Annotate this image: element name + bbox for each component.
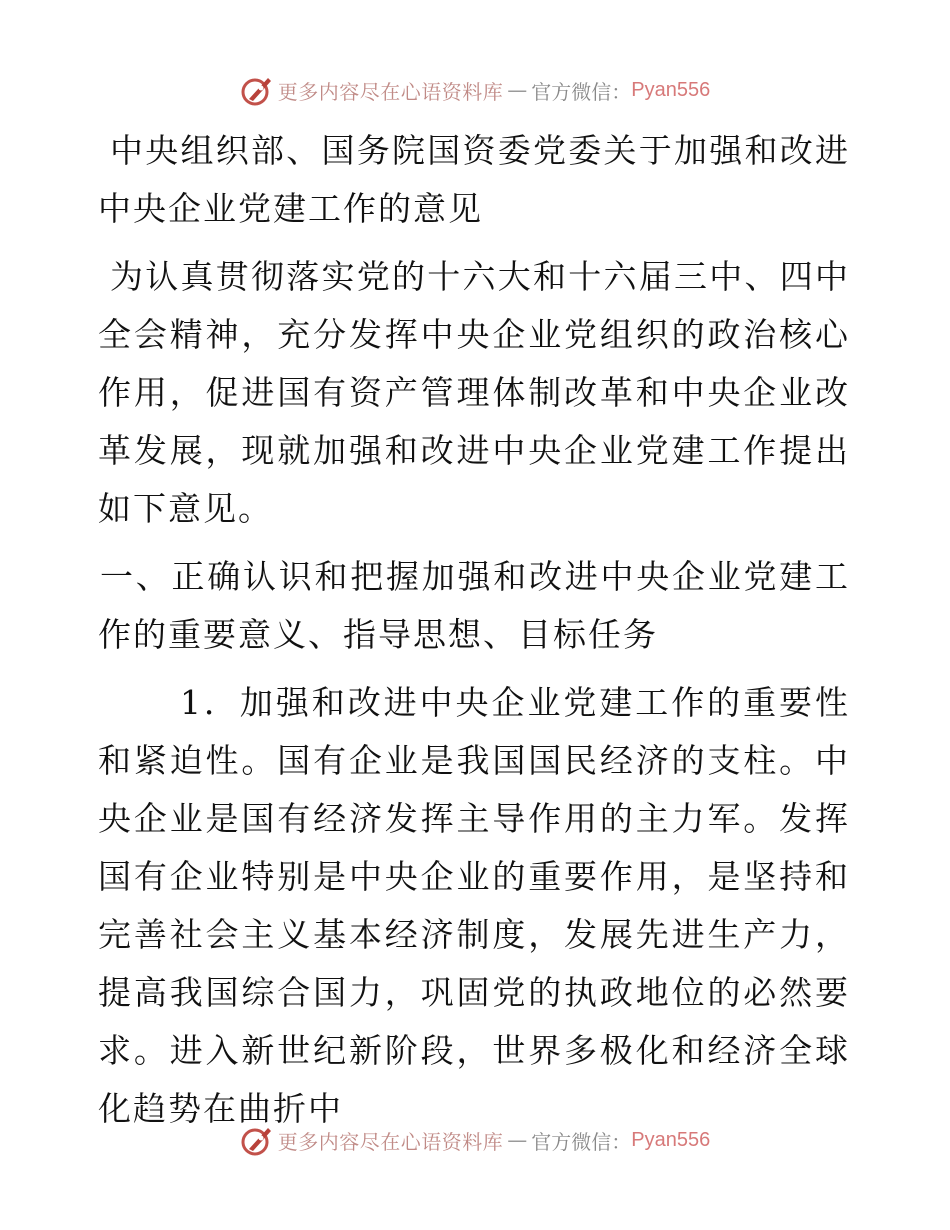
banner-text: 更多内容尽在心语资料库: [277, 1129, 504, 1154]
header-watermark: [0, 70, 950, 110]
section-heading: 一、正确认识和把握加强和改进中央企业党建工作的重要意义、指导思想、目标任务: [98, 557, 850, 654]
wechat-label: 官方微信：: [531, 79, 632, 104]
quill-logo-icon: [240, 73, 274, 107]
wechat-id: Pyan556: [631, 78, 711, 101]
wechat-label: 官方微信：: [531, 1129, 632, 1154]
wechat-id: Pyan556: [631, 1128, 711, 1151]
paragraph-1: 1．加强和改进中央企业党建工作的重要性和紧迫性。国有企业是我国国民经济的支柱。中央企业是国有经济发挥主导作用的主力军。发挥国有企业特别是中央企业的重要作用，是坚持和完善社会主义基本经济制度，发展先进生产力，提高我国综合国力，巩固党的执政地位的必然要求。进入新世纪新阶段，世界多极化和经济全球化趋势在曲折中: [98, 683, 850, 1128]
document-body: [98, 122, 850, 1138]
intro-paragraph: 为认真贯彻落实党的十六大和十六届三中、四中全会精神，充分发挥中央企业党组织的政治核心作用，促进国有资产管理体制改革和中央企业改革发展，现就加强和改进中央企业党建工作提出如下意见。: [98, 257, 850, 528]
banner-dash: —: [507, 78, 528, 102]
document-title: 中央组织部、国务院国资委党委关于加强和改进中央企业党建工作的意见: [98, 131, 850, 228]
quill-logo-icon: [240, 1123, 274, 1157]
footer-watermark: [0, 1120, 950, 1160]
banner-dash: —: [507, 1128, 528, 1152]
banner-text: 更多内容尽在心语资料库: [277, 79, 504, 104]
